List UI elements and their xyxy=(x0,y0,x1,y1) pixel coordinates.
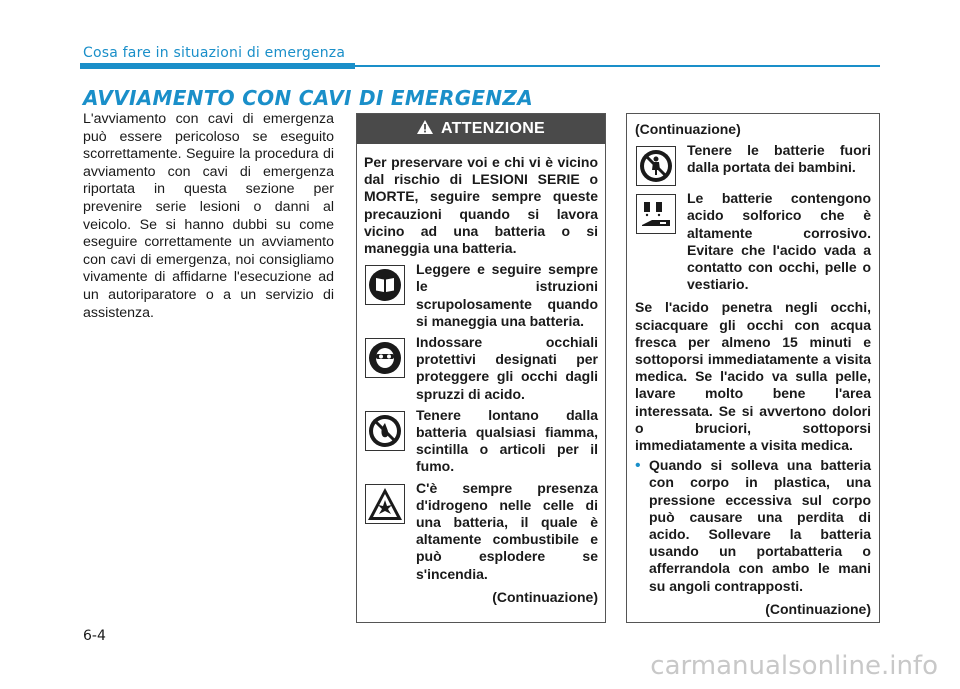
warning-item xyxy=(635,190,871,293)
acid-contact-paragraph: Se l'acido penetra negli occhi, sciacquare gli occhi con acqua fresca per almeno 15 minuti e sottoporsi immediatamente a visita medica. Se l'acido va sulla pelle, lavare molto bene l'area interessata. Se si avvertono dolori o bruciori, sottoporsi immediatamente a visita medica. xyxy=(635,299,871,454)
warning-item xyxy=(364,480,598,583)
warning-panel xyxy=(356,113,606,623)
warning-item xyxy=(364,334,598,403)
section-title: AVVIAMENTO CON CAVI DI EMERGENZA xyxy=(83,86,533,110)
explosion-icon xyxy=(365,484,405,583)
no-flame-icon xyxy=(365,411,405,476)
warning-triangle-icon xyxy=(417,120,433,139)
warning-item-text: Indossare occhiali protettivi designati per proteggere gli occhi dagli spruzzi di acido. xyxy=(416,334,598,402)
warning-item-text: Le batterie contengono acido solforico che è altamente corrosivo. Evitare che l'acido vada a contatto con occhi, pelle o vestiario. xyxy=(687,190,871,293)
safety-goggles-icon xyxy=(365,338,405,403)
header-rule xyxy=(355,65,880,67)
continued-top-label: (Continuazione) xyxy=(635,121,741,137)
bullet-item xyxy=(635,457,871,595)
warning-item xyxy=(364,261,598,330)
watermark: carmanualsonline.info xyxy=(650,651,938,681)
continued-bottom-label: (Continuazione) xyxy=(765,600,871,617)
warning-label: ATTENZIONE xyxy=(440,120,546,137)
continued-label: (Continuazione) xyxy=(492,588,598,605)
chapter-title: Cosa fare in situazioni di emergenza xyxy=(83,45,346,61)
page-number: 6-4 xyxy=(83,628,106,644)
corrosive-acid-icon xyxy=(636,194,676,293)
warning-item-text: Tenere lontano dalla batteria qualsiasi fiamma, scintilla o articoli per il fumo. xyxy=(416,406,598,475)
header-accent-bar xyxy=(80,63,355,69)
book-icon xyxy=(365,265,405,330)
bullet-dot: • xyxy=(635,457,641,475)
warning-item xyxy=(364,407,598,476)
warning-panel-continued xyxy=(626,113,880,623)
intro-paragraph: L'avviamento con cavi di emergenza può essere pericoloso se eseguito scorrettamente. Seguire la procedura di avviamento con cavi di emergenza riportata in questa sezione per prevenire serie lesioni o danni al veicolo. Se si hanno dubbi su come eseguire correttamente un avviamento con cavi di emergenza, noi consigliamo vivamente di affidarne l'esecuzione ad un autoriparatore o a un servizio di assistenza. xyxy=(83,111,334,321)
warning-header xyxy=(357,114,605,144)
warning-item xyxy=(635,142,871,186)
warning-item-text: Tenere le batterie fuori dalla portata dei bambini. xyxy=(687,142,871,176)
bullet-text: Quando si solleva una batteria con corpo in plastica, una pressione eccessiva sul corpo può causare una perdita di acido. Sollevare la batteria usando un portabatteria o afferrandola con ambo le mani su angoli contrapposti. xyxy=(649,457,871,594)
warning-item-text: Leggere e seguire sempre le istruzioni scrupolosamente quando si maneggia una batteria. xyxy=(416,261,598,329)
keep-away-children-icon xyxy=(636,146,676,186)
warning-lead: Per preservare voi e chi vi è vicino dal rischio di LESIONI SERIE o MORTE, seguire sempre queste precauzioni quando si lavora vicino ad una batteria o si maneggia una batteria. xyxy=(364,154,598,257)
warning-item-text: C'è sempre presenza d'idrogeno nelle celle di una batteria, il quale è altamente combustibile e può esplodere se s'incendia. xyxy=(416,479,598,582)
